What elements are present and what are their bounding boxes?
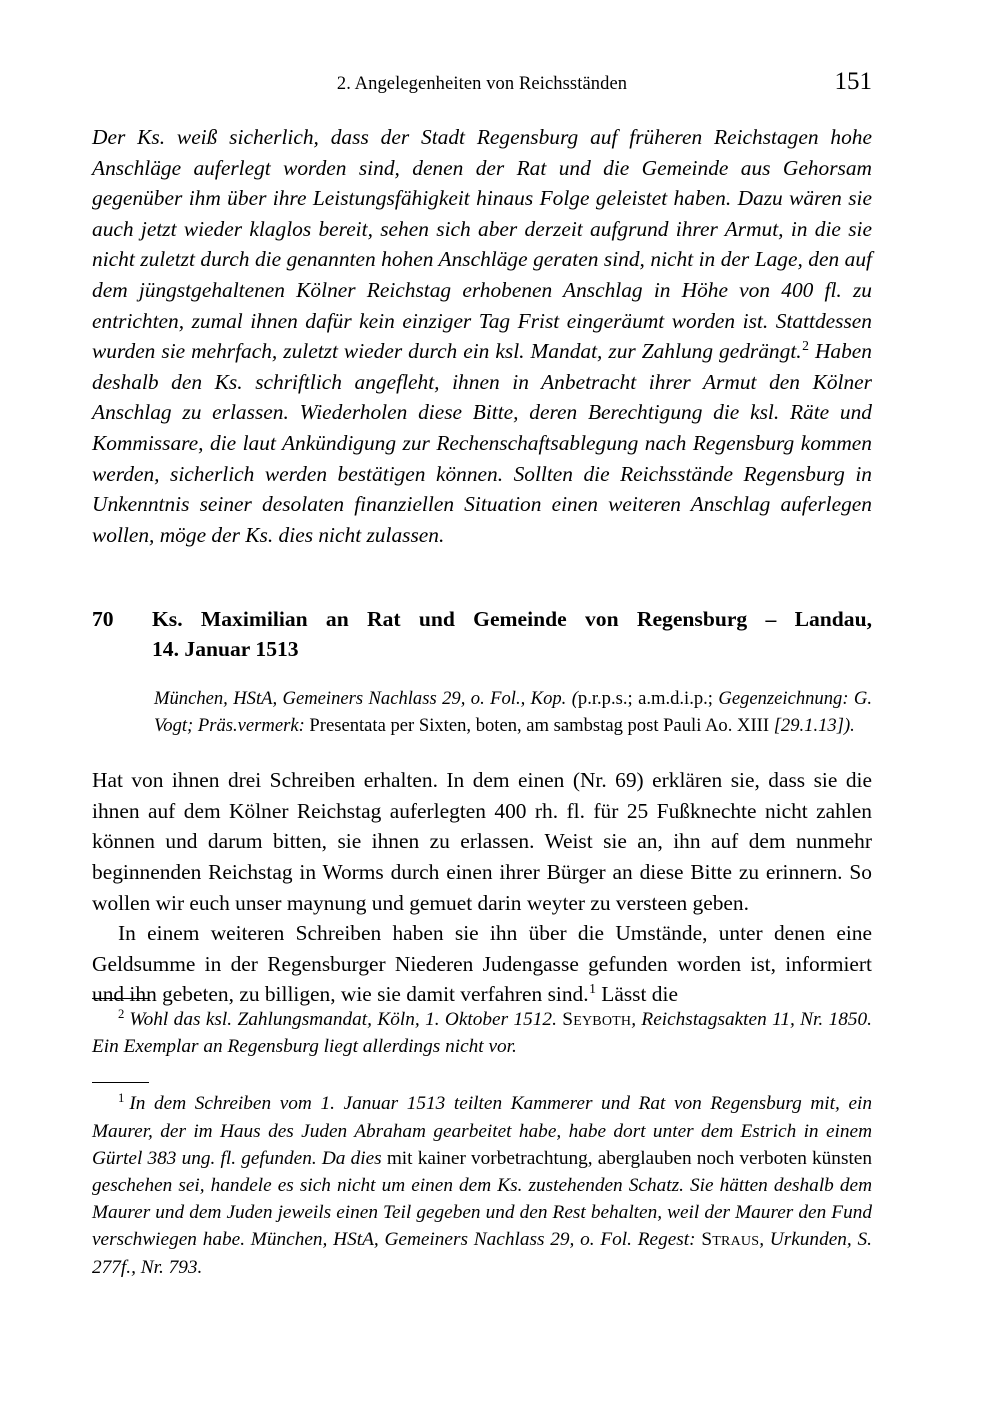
body-paragraph-part1: Der Ks. weiß sicherlich, dass der Stadt Regensburg auf früheren Reichstagen hohe Anschläge auferlegt worden sind, denen der Rat und die Gemeinde aus Gehorsam gegenüber ihm über ihre Leistungsfähigkeit hinaus Folge geleistet haben. Dazu wären sie auch jetzt wieder klaglos bereit, sehen sich aber derzeit aufgrund ihrer Armut, in die sie nicht zuletzt durch die genannten hohen Anschläge geraten sind, nicht in der Lage, den auf dem jüngstgehaltenen Kölner Reichstag erhobenen Anschlag in Höhe von 400 fl. zu entrichten, zumal ihnen dafür kein einziger Tag Frist eingeräumt worden ist. Stattdessen wurden sie mehrfach, zuletzt wieder durch ein ksl. Mandat, zur Zahlung gedrängt. xyxy=(92,125,872,364)
reference-italic-1: München, HStA, Gemeiners Nachlass 29, o. Fol., Kop. ( xyxy=(154,688,578,710)
footnote-reference-1[interactable]: 1 xyxy=(589,981,596,997)
footnote-italic-run: Wohl das ksl. Zahlungsmandat, Köln, 1. Oktober 1512. xyxy=(129,1009,563,1030)
running-head xyxy=(92,68,872,116)
footnote-separator-rule xyxy=(92,1082,149,1083)
footnote-italic-run: In dem Schreiben vom 1. Januar 1513 teilten Kammerer und Rat von Regensburg mit, ein Maurer, der im Haus des Juden Abraham gearbeitet habe, habe dort unter dem Estrich in einem Gürtel 383 ung. fl. gefunden. Da dies xyxy=(92,1093,872,1169)
document-heading xyxy=(92,604,872,664)
archival-reference xyxy=(154,686,872,739)
footnote-1-number: 1 xyxy=(118,1090,125,1105)
footnote-italic-run: , Reichstagsakten 11, Nr. 1850. Ein Exemplar an Regensburg liegt allerdings nicht vor. xyxy=(92,1009,873,1058)
footnote-reference-2[interactable]: 2 xyxy=(802,338,809,354)
footnote-quoted-roman: mit kainer vorbetrachtung, aberglauben noch verboten künsten xyxy=(386,1147,872,1169)
footnote-2-number: 2 xyxy=(118,1006,125,1021)
footnote-block-1 xyxy=(92,1082,872,1280)
document-title-line-1: Ks. Maximilian an Rat und Gemeinde von Regensburg – Landau, xyxy=(152,607,872,632)
reference-italic-3: [29.1.13]). xyxy=(773,714,855,736)
regest-2-italic-2: Lässt die xyxy=(595,982,678,1007)
regest-1-italic: Hat von ihnen drei Schreiben erhalten. In dem einen (Nr. 69) erklären sie, dass sie die ihnen auf dem Kölner Reichstag auferlegten 400 rh. fl. für 25 Fußknechte nicht zahlen können und darum bitten, sie ihnen zu erlassen. Weist sie an, ihn auf dem nunmehr beginnenden Reichstag in Worms durch einen ihrer Bürger an diese Bitte zu erinnern. xyxy=(92,768,872,884)
regest-1-roman: So wollen wir euch unser maynung und gemuet darin weyter zu versteen geben. xyxy=(92,859,872,915)
regest-2-italic-1: In einem weiteren Schreiben haben sie ihn über die Umstände, unter denen eine Geldsumme in der Regensburger Niederen Judengasse gefunden worden ist, informiert und ihn gebeten, zu billigen, wie sie damit verfahren sind. xyxy=(92,921,872,1007)
reference-roman-1: p.r.p.s.; a.m.d.i.p.; xyxy=(577,688,713,710)
footnote-author-smallcaps: Straus xyxy=(701,1229,760,1251)
footnote-2-text xyxy=(92,1006,873,1058)
footnote-apparatus xyxy=(92,998,872,1281)
footnote-1 xyxy=(92,1090,872,1280)
body-paragraph-part2: Haben deshalb den Ks. schriftlich angefleht, ihnen in Anbetracht ihrer Armut den Kölner Anschlag zu erlassen. Wiederholen diese Bitte, deren Berechtigung die ksl. Räte und Kommissare, die laut Ankündigung zur Rechenschaftsablegung nach Regensburg kommen werden, sicherlich werden bestätigen können. Sollten die Reichsstände Regensburg in Unkenntnis seiner desolaten finanziellen Situation einen weiteren Anschlag auferlegen wollen, möge der Ks. dies nicht zulassen. xyxy=(92,339,872,547)
running-head-title: 2. Angelegenheiten von Reichsständen xyxy=(336,74,628,94)
page-content xyxy=(92,0,872,1010)
reference-roman-2: Presentata per Sixten, boten, am sambstag post Pauli Ao. XIII xyxy=(304,714,774,736)
footnote-italic-run: geschehen sei, handele es sich nicht um einen dem Ks. zustehenden Schatz. Sie hätten deshalb dem Maurer und dem Juden jeweils einen Teil gegeben und den Rest behalten, weil der Maurer den Fund verschwiegen habe. München, HStA, Gemeiners Nachlass 29, o. Fol. Regest: xyxy=(92,1175,872,1251)
document-title-line-2: 14. Januar 1513 xyxy=(152,637,299,662)
footnote-1-text xyxy=(92,1090,872,1278)
footnote-2 xyxy=(92,1006,872,1060)
document-number: 70 xyxy=(92,607,114,632)
regest-paragraph-2 xyxy=(92,918,872,1010)
reference-italic-2: Gegenzeichnung: G. Vogt; Präs.vermerk: xyxy=(154,688,872,736)
footnote-author-smallcaps: Seyboth xyxy=(562,1009,632,1030)
footnote-block-2 xyxy=(92,998,872,1060)
footnote-separator-rule xyxy=(92,998,149,999)
regest-paragraph-1 xyxy=(92,765,872,918)
page-number: 151 xyxy=(834,68,872,95)
footnote-italic-run: , Urkunden, S. 277f., Nr. 793. xyxy=(92,1229,872,1278)
body-paragraph-summary xyxy=(92,122,872,550)
